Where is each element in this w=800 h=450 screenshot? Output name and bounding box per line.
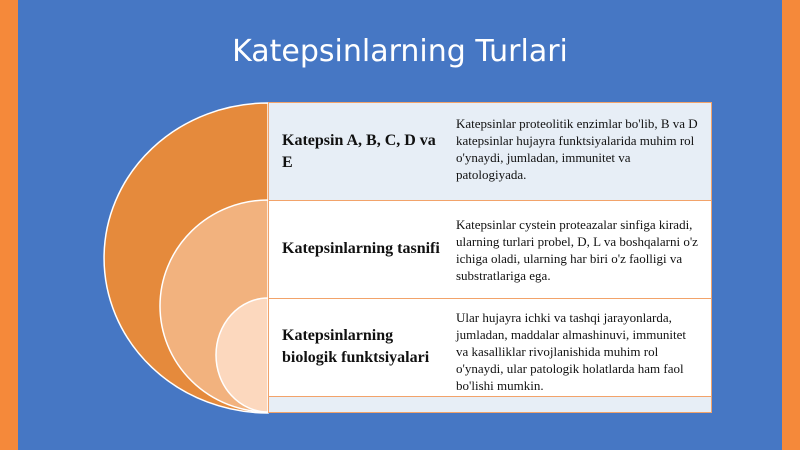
row-heading: Katepsinlarning biologik funktsiyalari <box>282 327 430 366</box>
row-heading: Katepsin A, B, C, D va E <box>282 131 436 171</box>
slide-title: Katepsinlarning Turlari <box>232 34 568 69</box>
row-description: Katepsinlar proteolitik enzimlar bo'lib, B va D katepsinlar hujayra funktsiyalarida muhim rol o'ynaydi, jumladan, immunitet va patologiyada. <box>456 116 698 182</box>
row-divider <box>268 396 712 397</box>
slide <box>18 0 782 450</box>
row-heading: Katepsinlarning tasnifi <box>282 240 440 257</box>
row-description: Ular hujayra ichki va tashqi jarayonlarda, jumladan, maddalar almashinuvi, immunitet va kasalliklar rivojlanishida muhim rol o'ynaydi, ular patologik holatlarda ham faol bo'lishi mumkin. <box>456 310 686 393</box>
row-cathepsin-types <box>268 103 712 200</box>
row-classification <box>268 200 712 298</box>
row-description: Katepsinlar cystein proteazalar sinfiga kiradi, ularning turlari probel, D, L va boshqalarni o'z ichiga oladi, ularning har biri o'z faolligi va substratlariga ega. <box>456 217 698 283</box>
row-empty-footer <box>268 396 712 412</box>
row-biological-functions <box>268 298 712 396</box>
row-divider <box>268 200 712 201</box>
row-divider <box>268 298 712 299</box>
